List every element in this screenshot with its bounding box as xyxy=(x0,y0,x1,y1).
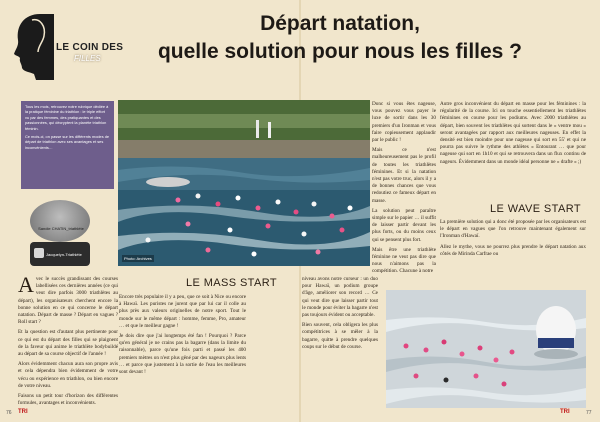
body-paragraph: La première solution qui a donc été proposée par les organisateurs est le départ en vagues que l'on retrouve maintenant également sur l'Ironman d'Hawaï. xyxy=(440,219,586,240)
page-number-right: 77 xyxy=(586,410,592,416)
intro-column xyxy=(18,272,118,407)
brand-logo-right: TRI xyxy=(560,409,570,415)
mass-start-photo xyxy=(118,100,370,266)
article-title xyxy=(120,10,560,66)
body-paragraph: La solution peut paraître simple sur le papier … il suffit de laisser partir devant les plus forts, ou du moins ceux qui se pensent plus fort. xyxy=(372,207,436,243)
body-column-right xyxy=(440,101,586,201)
intro-paragraph: Alors évidemment chacun aura son propre avis et cela dépendra bien évidemment de votre vécu ou expérience en triathlon, ou bien encore de votre niveau. xyxy=(18,361,118,389)
sidebar-paragraph: Ce mois-ci, on passe sur les différents modes de départ de triathlon avec ses avantages et ses inconvénients… xyxy=(25,134,110,150)
swimmers-photo-image xyxy=(118,100,370,266)
logo-subtitle: FILLES xyxy=(74,54,101,63)
body-paragraph: Donc si vous êtes nageuse, vous pouvez vous payer le luxe de sortir dans les 30 premiers d'un Ironman et vous faire copieusement applaudir par le public ! xyxy=(372,101,436,144)
body-paragraph: Autre gros inconvénient du départ en masse pour les féminines : la régularité de la course. Ici on touche essentiellement les triathlètes féminines en course pour les podiums. Avec 2000 triathlètes au départ, bien souvent les triathlètes qui sortent dans le « ventre mou » seront avantagées par rapport aux meilleures nageuses. En effet la densité est bien moindre pour une nageuse qui sort en 55' et qui ne pourra pas suivre le rythme des athlètes « Entourant … que pour nageuse qui sort en 1h10 et qui se retrouvera dans un flux continu de nageurs. Évidemment dans un monde idéal personne ne « drafte » ;) xyxy=(440,101,586,165)
intro-paragraph: Faisons un petit tour d'horizon des différentes formules, avantages et inconvénients. xyxy=(18,393,118,407)
drop-cap: A xyxy=(18,272,34,297)
camera-icon xyxy=(34,248,44,258)
wave-start-column xyxy=(440,219,586,285)
intro-sidebar xyxy=(21,101,114,189)
author-avatar xyxy=(30,200,90,242)
logo-title: LE COIN DES xyxy=(56,42,124,53)
mass-start-column xyxy=(119,294,246,406)
body-paragraph: Mais être une triathlète féminine ne veut pas dire que nous n'aimons pas la compétition. Chacune à notre xyxy=(372,246,436,275)
column-logo xyxy=(10,12,124,82)
author-card xyxy=(22,200,100,268)
body-column-lower xyxy=(302,276,378,406)
intro-paragraph: vec le succès grandissant des courses labellisées ces dernières années (ce qui veut dire parfois 3000 triathlètes au départ), les organisateurs cherchent encore la bonne solution en ce qui concerne le départ natation. Départ de masse ? Départ en vagues ? Roll start ? xyxy=(18,276,118,326)
sidebar-paragraph: Tous les mois, retrouvez notre rubrique dédiée à la pratique féminine du triathlon : le triple effort vu par des femmes, des pratiquantes et des passionnées, qui décryptent la planète triathlon féminin. xyxy=(25,104,109,131)
wave-start-photo xyxy=(386,290,586,408)
wave-start-heading: LE WAVE START xyxy=(490,203,581,215)
woman-profile-icon xyxy=(10,12,54,80)
body-paragraph: Mais ce n'est malheureusement pas le profil de toutes les triathlètes féminines. Et si la natation n'est pas votre truc, alors il y a de bonnes chances que vous redoutiez ce fameux départ en masse. xyxy=(372,147,436,204)
intro-paragraph: Et la question est d'autant plus pertinente pour ce qui est du départ des filles qui se plaignent de la faveur qui anime le triathlète bodybuildé au départ de sa course objectif de l'année ! xyxy=(18,329,118,358)
body-paragraph: niveau avons notre curseur : un duo pour Hawaï, un podium groupe d'âge, améliorer son record … Ce qui veut dire que laisser partir tout le monde pour éviter la bagarre n'est pas toujours évident ou acceptable. xyxy=(302,276,378,319)
body-paragraph: Allez le mythe, vous ne pourrez plus prendre le départ natation aux côtés de Mirinda Carfrae ou xyxy=(440,243,586,257)
body-paragraph: Encore très populaire il y a peu, que ce soit à Nice ou encore à Hawaï. Les puristes ne jurent que par lui car il colle au plus près aux valeurs originelles de notre sport. Tout le monde sur le même départ : homme, femme, Pro, amateur … et que le meilleur gagne ! xyxy=(119,294,246,329)
body-paragraph: Je dois dire que j'ai longtemps été fan ! Pourquoi ? Parce qu'en général je ne crains pas la bagarre (dans la limite du raisonnable), parce qu'une fois parti et passé les 400 premiers mètres on n'est plus gêné par des nageurs plus lents … et parce que justement à la sortie de l'eau les meilleures sont devant ! xyxy=(119,333,246,376)
mass-start-heading: LE MASS START xyxy=(186,277,277,289)
body-paragraph: Bien souvent, cela obligera les plus compétitrices à se mêler à la bagarre, quitte à prendre quelques coups sur le début de course. xyxy=(302,322,378,350)
title-line-2: quelle solution pour nous les filles ? xyxy=(157,40,523,63)
brand-logo-left: TRI xyxy=(18,409,28,415)
page-number-left: 76 xyxy=(6,410,12,416)
author-name: Sandie CHATIN_triathlète xyxy=(38,226,84,231)
photo-caption: Photo: Archives xyxy=(124,256,152,261)
author-badge xyxy=(30,242,90,266)
body-column-upper xyxy=(372,101,436,281)
buoy-photo-image xyxy=(386,290,586,408)
author-handle: Jacquelyn-Triathlète xyxy=(46,252,82,257)
title-line-1: Départ natation, xyxy=(260,12,420,35)
